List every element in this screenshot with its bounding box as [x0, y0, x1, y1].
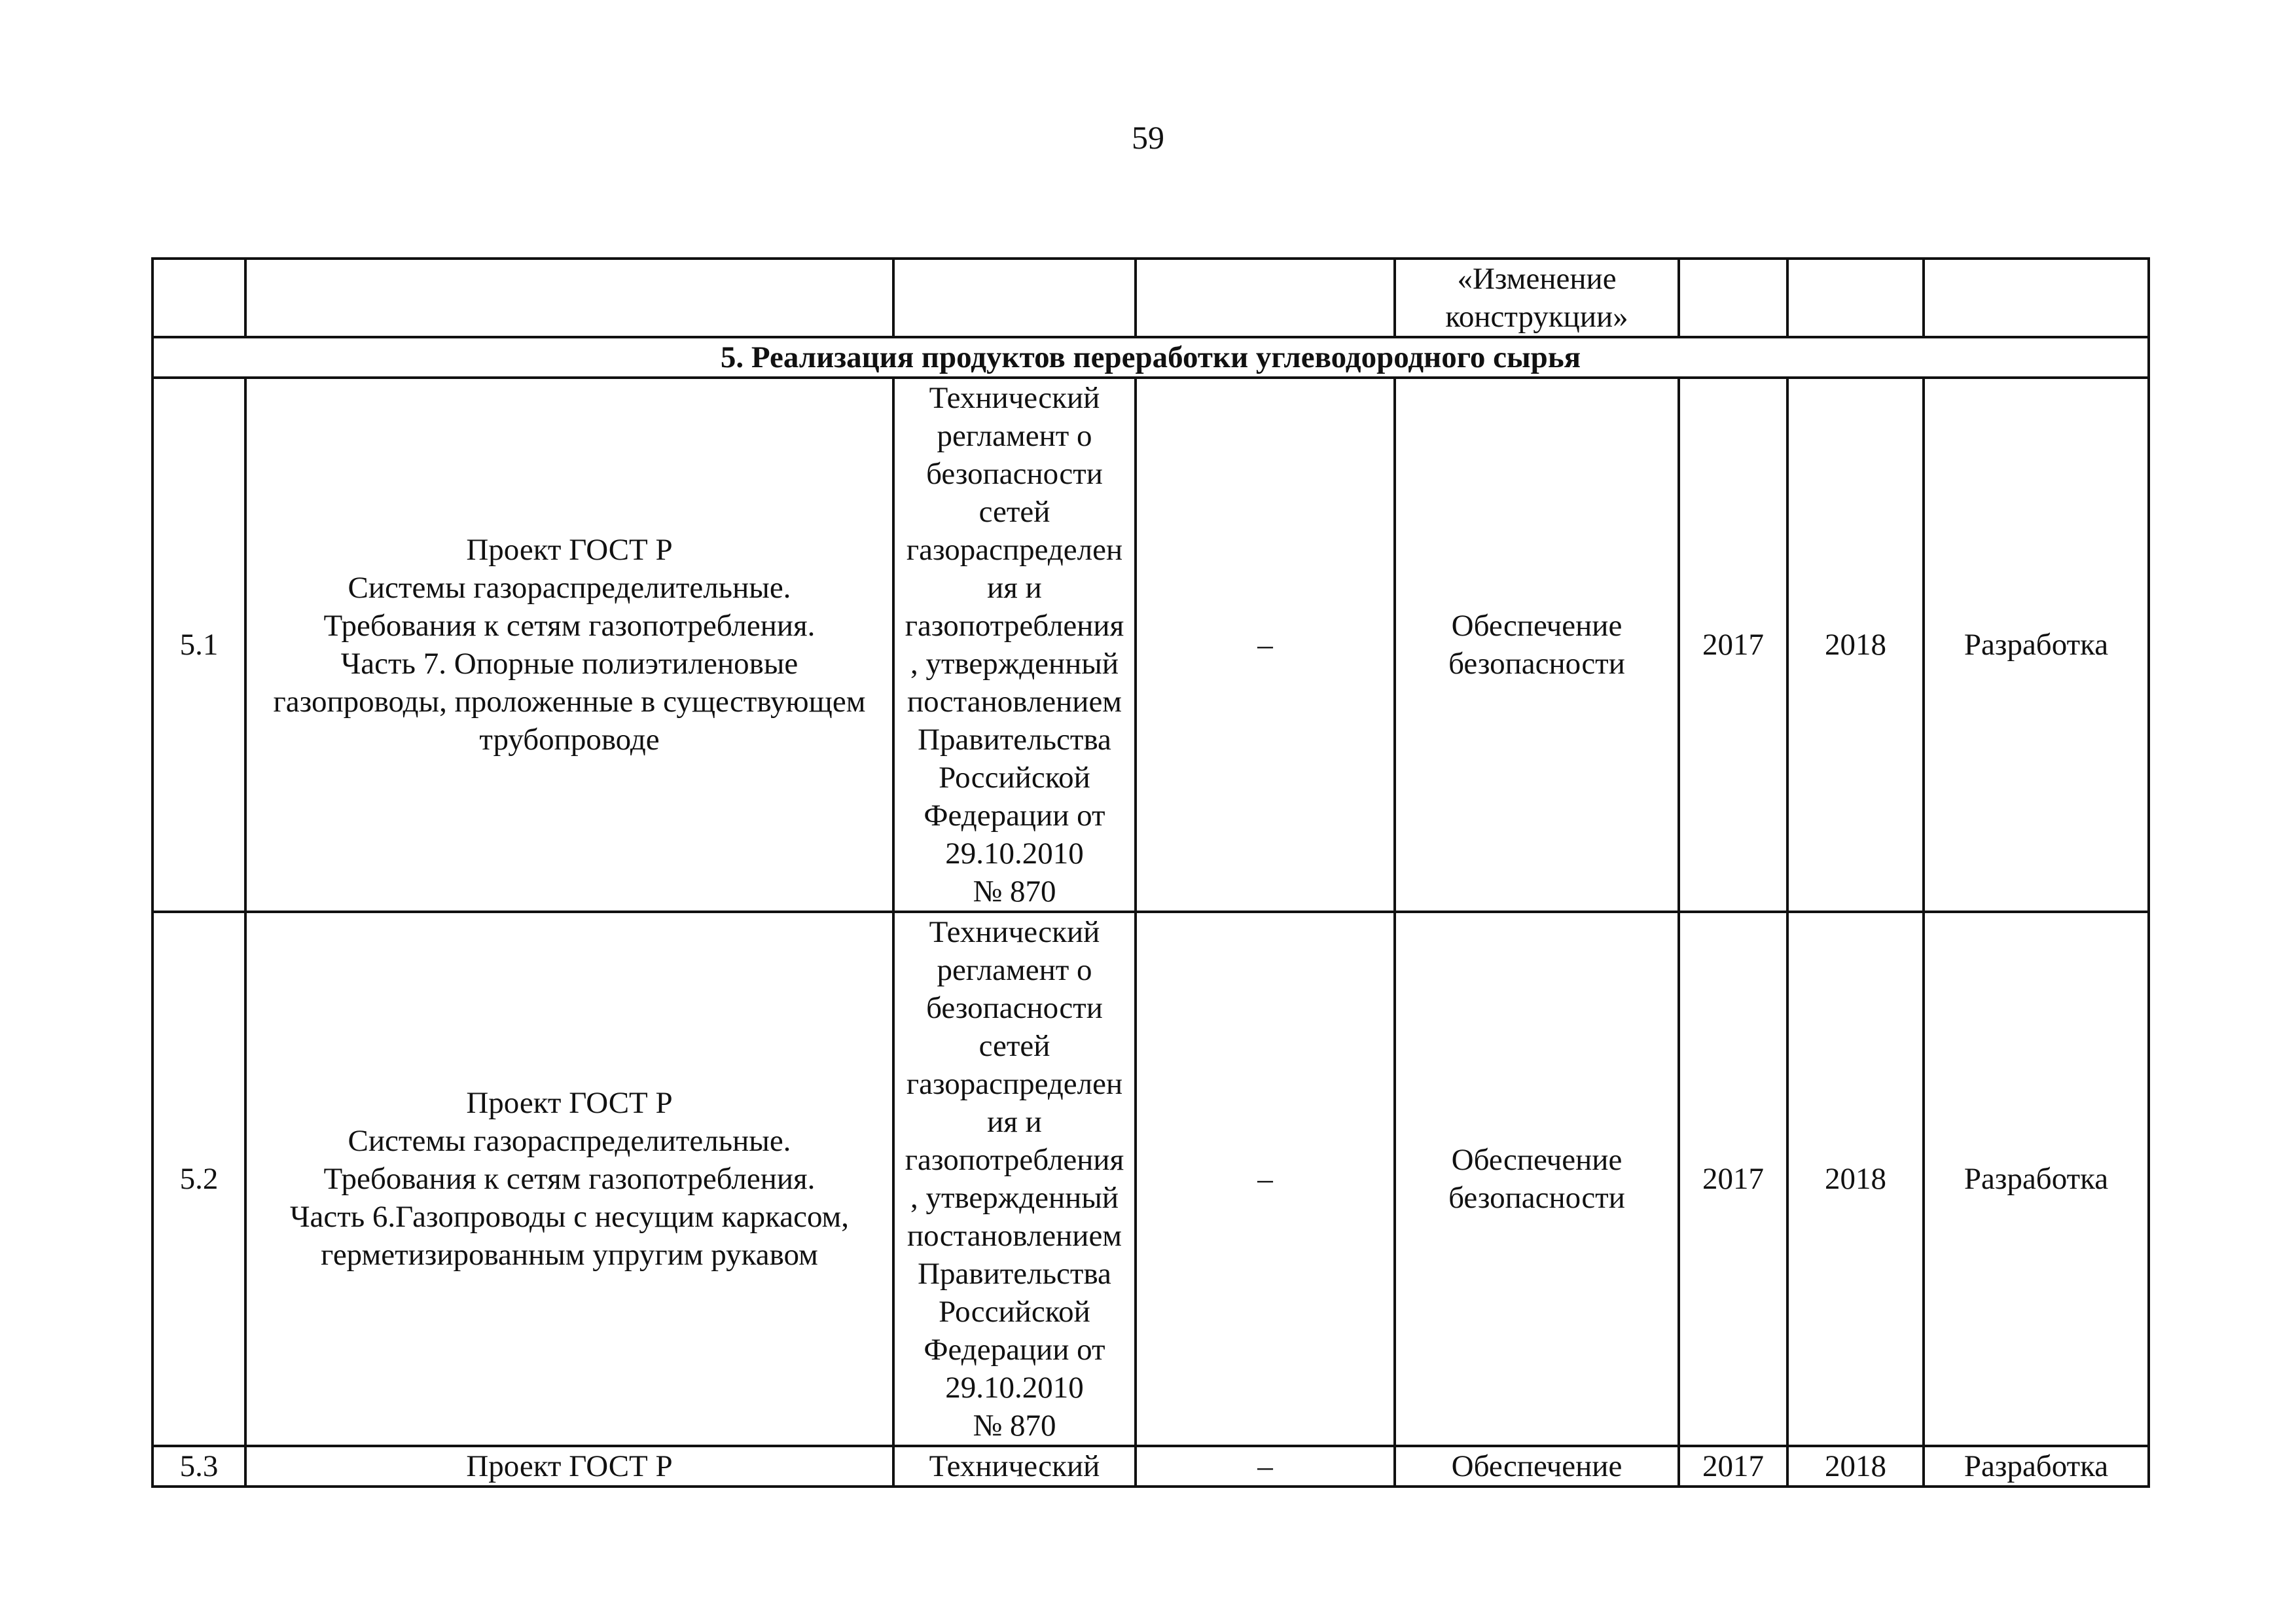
- table-row: [152, 912, 2149, 1446]
- section-header-row: [152, 337, 2149, 378]
- text-line: Технический: [929, 1449, 1100, 1483]
- start-year: 2017: [1679, 378, 1787, 912]
- purpose: [1395, 1446, 1679, 1487]
- table-row: [152, 378, 2149, 912]
- text-line: герметизированным упругим рукавом: [321, 1238, 818, 1272]
- text-line: 29.10.2010: [945, 1371, 1084, 1405]
- text-line: безопасности: [926, 457, 1103, 491]
- text-line: Обеспечение: [1451, 609, 1623, 643]
- text-line: Федерации от: [924, 1333, 1105, 1367]
- text-line: № 870: [973, 1409, 1056, 1443]
- text-line: Федерации от: [924, 799, 1105, 833]
- row-number: 5.3: [152, 1446, 245, 1487]
- text-line: «Изменение: [1457, 262, 1617, 296]
- text-line: ия и: [987, 1105, 1042, 1139]
- text-line: 29.10.2010: [945, 837, 1084, 871]
- text-line: регламент о: [937, 419, 1092, 453]
- cell-empty: [152, 259, 245, 337]
- text-line: безопасности: [926, 991, 1103, 1025]
- text-line: , утвержденный: [910, 1181, 1119, 1215]
- text-line: Обеспечение: [1451, 1449, 1623, 1483]
- end-year: 2018: [1787, 378, 1924, 912]
- dash-cell: –: [1136, 378, 1395, 912]
- text-line: Требования к сетям газопотребления.: [323, 609, 816, 643]
- table-row: [152, 1446, 2149, 1487]
- regulation-basis: [893, 378, 1136, 912]
- text-line: газопроводы, проложенные в существующем: [273, 685, 866, 719]
- text-line: регламент о: [937, 953, 1092, 987]
- cell-empty: [1924, 259, 2149, 337]
- standard-name: [245, 1446, 893, 1487]
- text-line: Правительства: [918, 1257, 1111, 1291]
- continuation-row: [152, 259, 2149, 337]
- text-line: постановлением: [906, 685, 1122, 719]
- standard-name: [245, 378, 893, 912]
- text-line: сетей: [978, 495, 1050, 529]
- page-number: 59: [1132, 119, 1164, 156]
- text-line: трубопроводе: [479, 723, 660, 757]
- cell-empty: [1787, 259, 1924, 337]
- text-line: Системы газораспределительные.: [348, 1124, 791, 1158]
- text-line: сетей: [978, 1029, 1050, 1063]
- cell-empty: [1136, 259, 1395, 337]
- text-line: безопасности: [1448, 1181, 1625, 1215]
- standard-name: [245, 912, 893, 1446]
- text-line: Правительства: [918, 723, 1111, 757]
- regulation-basis: [893, 912, 1136, 1446]
- work-type: Разработка: [1924, 912, 2149, 1446]
- end-year: 2018: [1787, 912, 1924, 1446]
- regulation-basis: [893, 1446, 1136, 1487]
- text-line: Российской: [939, 1295, 1090, 1329]
- cell-change-note: [1395, 259, 1679, 337]
- work-type: Разработка: [1924, 378, 2149, 912]
- cell-empty: [1679, 259, 1787, 337]
- text-line: Требования к сетям газопотребления.: [323, 1162, 816, 1196]
- row-number: 5.2: [152, 912, 245, 1446]
- text-line: Проект ГОСТ Р: [466, 1449, 673, 1483]
- cell-empty: [893, 259, 1136, 337]
- text-line: Проект ГОСТ Р: [466, 533, 673, 567]
- start-year: 2017: [1679, 1446, 1787, 1487]
- text-line: Российской: [939, 761, 1090, 795]
- text-line: Часть 6.Газопроводы с несущим каркасом,: [289, 1200, 850, 1234]
- text-line: газопотребления: [905, 1143, 1124, 1177]
- text-line: газораспределен: [906, 1067, 1123, 1101]
- text-line: Часть 7. Опорные полиэтиленовые: [340, 647, 798, 681]
- text-line: Технический: [929, 915, 1100, 949]
- text-line: ия и: [987, 571, 1042, 605]
- dash-cell: –: [1136, 1446, 1395, 1487]
- work-type: Разработка: [1924, 1446, 2149, 1487]
- text-line: постановлением: [906, 1219, 1122, 1253]
- dash-cell: –: [1136, 912, 1395, 1446]
- text-line: Системы газораспределительные.: [348, 571, 791, 605]
- text-line: конструкции»: [1445, 300, 1628, 334]
- text-line: безопасности: [1448, 647, 1625, 681]
- text-line: газопотребления: [905, 609, 1124, 643]
- purpose: [1395, 378, 1679, 912]
- cell-empty: [245, 259, 893, 337]
- standards-table: [151, 257, 2150, 1488]
- purpose: [1395, 912, 1679, 1446]
- text-line: Проект ГОСТ Р: [466, 1086, 673, 1120]
- start-year: 2017: [1679, 912, 1787, 1446]
- text-line: , утвержденный: [910, 647, 1119, 681]
- text-line: Технический: [929, 381, 1100, 415]
- text-line: № 870: [973, 875, 1056, 909]
- section-title: 5. Реализация продуктов переработки углеводородного сырья: [152, 337, 2149, 378]
- end-year: 2018: [1787, 1446, 1924, 1487]
- text-line: газораспределен: [906, 533, 1123, 567]
- text-line: Обеспечение: [1451, 1143, 1623, 1177]
- row-number: 5.1: [152, 378, 245, 912]
